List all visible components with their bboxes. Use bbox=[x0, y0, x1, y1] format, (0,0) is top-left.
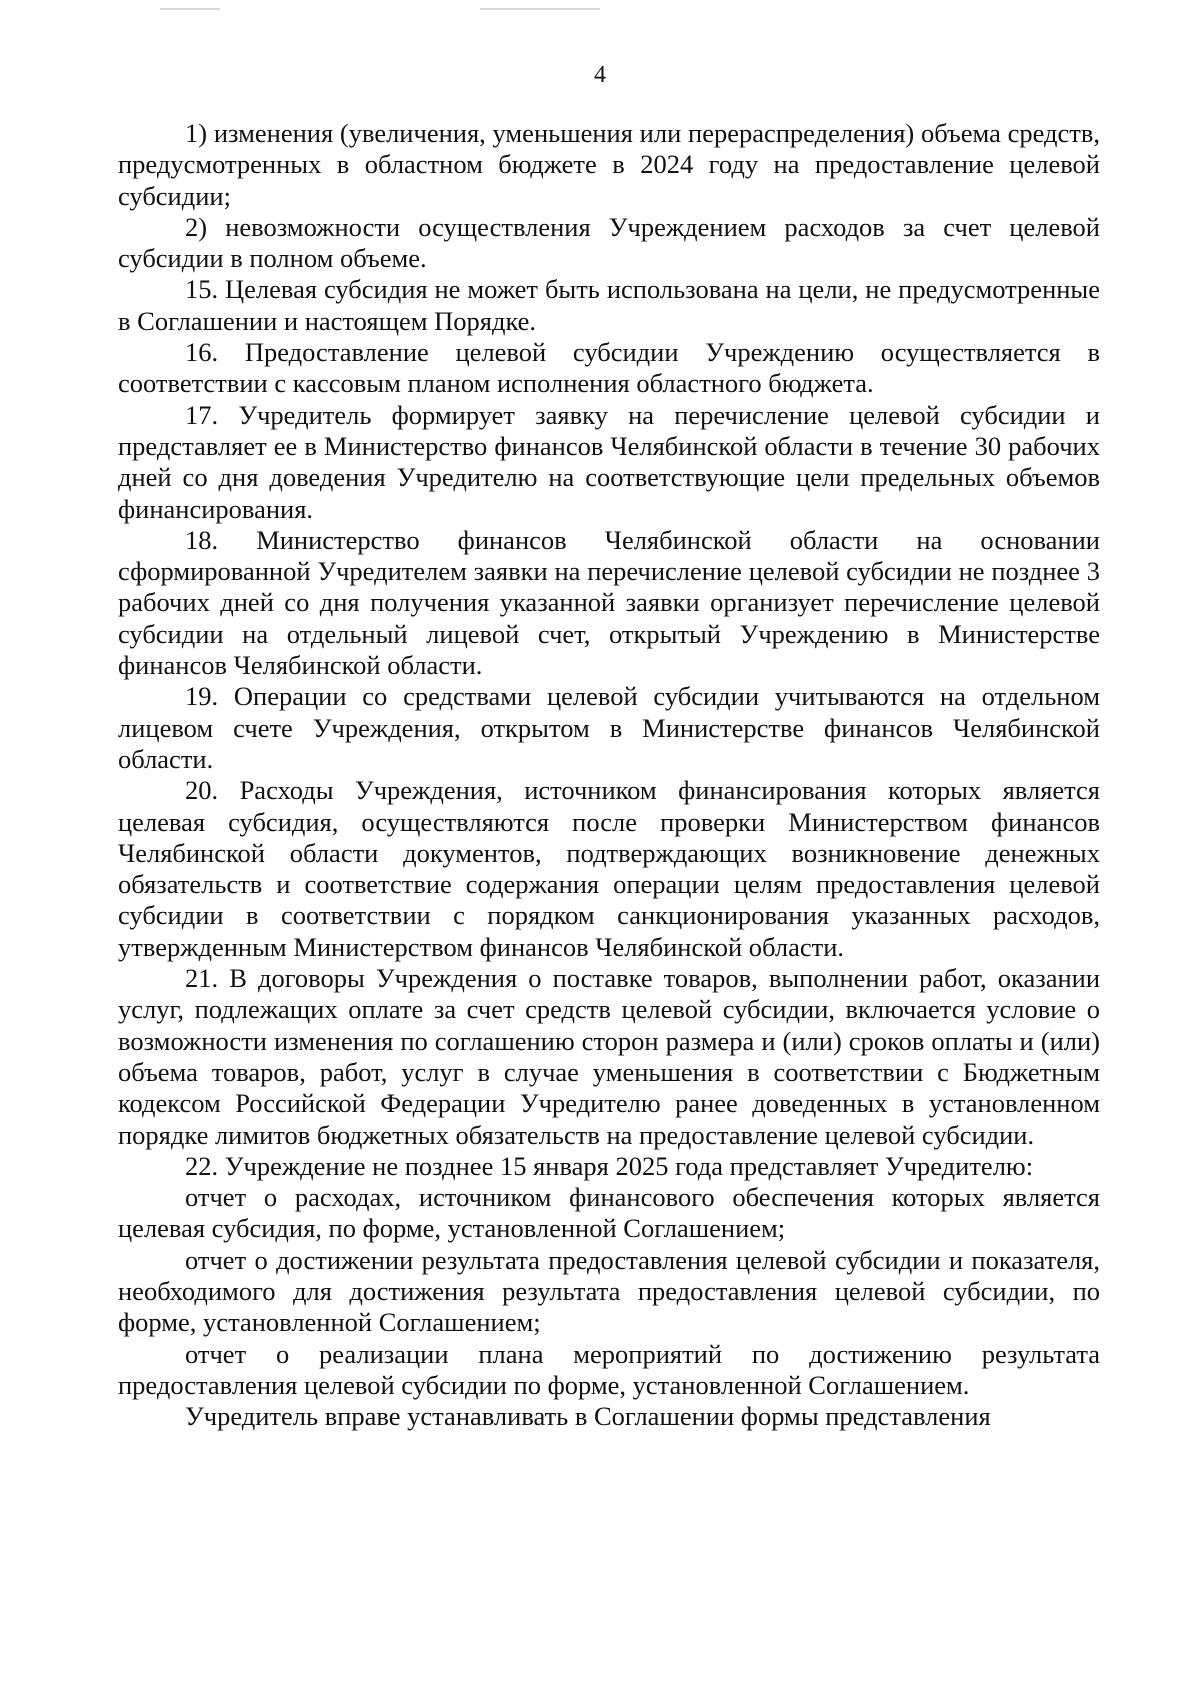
paragraph: 22. Учреждение не позднее 15 января 2025 года представляет Учредителю: bbox=[185, 1150, 1034, 1181]
paragraph: 2) невозможности осуществления Учреждением расходов за счет целевой субсидии в полном объеме. bbox=[118, 211, 1100, 274]
paragraph: 19. Операции со средствами целевой субсидии учитываются на отдельном лицевом счете Учреждения, открытом в Министерстве финансов Челябинской области. bbox=[118, 681, 1100, 774]
paragraph: 16. Предоставление целевой субсидии Учреждению осуществляется в соответствии с кассовым планом исполнения областного бюджета. bbox=[118, 337, 1100, 399]
paragraph: 17. Учредитель формирует заявку на перечисление целевой субсидии и представляет ее в Министерство финансов Челябинской области в течение 30 рабочих дней со дня доведения Учредителю на соответствующие цели предельных объемов финансирования. bbox=[118, 399, 1100, 524]
document-body bbox=[118, 118, 1100, 1432]
scan-artifact bbox=[160, 8, 220, 10]
paragraph: 1) изменения (увеличения, уменьшения или перераспределения) объема средств, предусмотренных в областном бюджете в 2024 году на предоставление целевой субсидии; bbox=[118, 118, 1100, 211]
paragraph: 21. В договоры Учреждения о поставке товаров, выполнении работ, оказании услуг, подлежащих оплате за счет средств целевой субсидии, включается условие о возможности изменения по соглашению сторон размера и (или) сроков оплаты и (или) объема товаров, работ, услуг в случае уменьшения в соответствии с Бюджетным кодексом Российской Федерации Учредителю ранее доведенных в установленном порядке лимитов бюджетных обязательств на предоставление целевой субсидии. bbox=[118, 963, 1100, 1150]
paragraph: отчет о расходах, источником финансового обеспечения которых является целевая субсидия, по форме, установленной Соглашением; bbox=[118, 1182, 1100, 1244]
paragraph: отчет о достижении результата предоставления целевой субсидии и показателя, необходимого для достижения результата предоставления целевой субсидии, по форме, установленной Соглашением; bbox=[118, 1244, 1100, 1338]
paragraph: 18. Министерство финансов Челябинской области на основании сформированной Учредителем заявки на перечисление целевой субсидии не позднее 3 рабочих дней со дня получения указанной заявки организует перечисление целевой субсидии на отдельный лицевой счет, открытый Учреждению в Министерстве финансов Челябинской области. bbox=[118, 524, 1100, 681]
paragraph: Учредитель вправе устанавливать в Соглашении формы представления bbox=[185, 1401, 991, 1432]
paragraph: 20. Расходы Учреждения, источником финансирования которых является целевая субсидия, осуществляются после проверки Министерством финансов Челябинской области документов, подтверждающих возникновение денежных обязательств и соответствие содержания операции целям предоставления целевой субсидии в соответствии с порядком санкционирования указанных расходов, утвержденным Министерством финансов Челябинской области. bbox=[118, 775, 1100, 962]
paragraph: отчет о реализации плана мероприятий по достижению результата предоставления целевой субсидии по форме, установленной Соглашением. bbox=[118, 1338, 1100, 1400]
scan-artifact bbox=[480, 8, 600, 10]
page-number: 4 bbox=[594, 62, 606, 88]
paragraph: 15. Целевая субсидия не может быть использована на цели, не предусмотренные в Соглашении и настоящем Порядке. bbox=[118, 274, 1100, 336]
